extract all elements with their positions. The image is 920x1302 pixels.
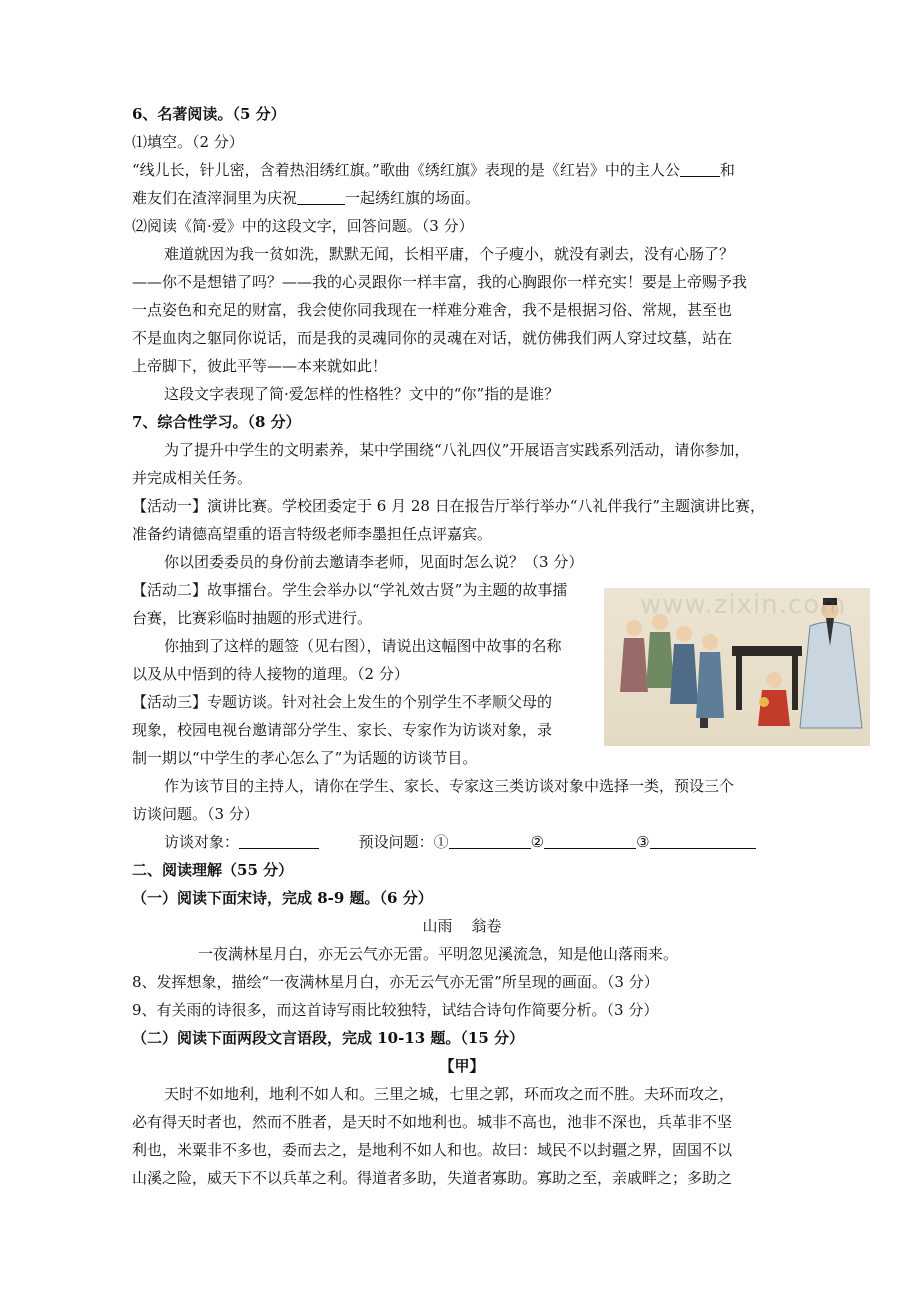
part2-heading: 二、阅读理解（55 分） (132, 861, 294, 879)
preset-num-2: ② (530, 833, 545, 851)
quote-line: 不是血肉之躯同你说话，而是我的灵魂同你的灵魂在对话，就仿佛我们两人穿过坟墓，站在 (132, 329, 733, 347)
preset-num-3: ③ (636, 833, 650, 851)
q6-part1-line1 (132, 156, 792, 184)
interview-target-blank[interactable] (239, 830, 319, 849)
preset-questions-label: 预设问题： (358, 833, 434, 851)
activity1-line: 准备约请德高望重的语言特级老师李墨担任点评嘉宾。 (132, 525, 493, 543)
interview-target-label: 访谈对象： (164, 833, 240, 851)
activity2-line: 【活动二】故事擂台。学生会举办以“学礼效古贤”为主题的故事擂 (132, 581, 568, 599)
q7-intro-line: 并完成相关任务。 (132, 469, 253, 487)
preset-question-1-blank[interactable] (449, 830, 531, 849)
boy-robe (646, 632, 674, 688)
boy-robe (620, 638, 648, 692)
boy-head (626, 620, 642, 636)
passage-jia-label: 【甲】 (439, 1057, 485, 1075)
answer-blank-protagonist[interactable] (680, 158, 720, 177)
activity3-line: 制一期以“中学生的孝心怎么了”为话题的访谈节目。 (132, 749, 478, 767)
boy-head (676, 626, 692, 642)
classical-line: 天时不如地利，地利不如人和。三里之城，七里之郭，环而攻之而不胜。夫环而攻之， (164, 1085, 735, 1103)
quote-line: 难道就因为我一贫如洗，默默无闻，长相平庸，个子瘦小，就没有剥去，没有心肠了？ (164, 245, 735, 263)
child-red-robe (758, 690, 790, 726)
activity1-line: 【活动一】演讲比赛。学校团委定于 6 月 28 日在报告厅举行举办“八礼伴我行”主题演讲比赛， (132, 497, 766, 515)
interview-answer-row (132, 828, 792, 856)
boy-head (702, 634, 718, 650)
pear-fruit (759, 697, 769, 707)
boy-shoe (700, 718, 708, 728)
activity2-line: 台赛，比赛彩临时抽题的形式进行。 (132, 609, 373, 627)
poem-text: 一夜满林星月白，亦无云气亦无雷。平明忽见溪流急，知是他山落雨来。 (198, 945, 679, 963)
q6-part1-text-b: 和 (719, 161, 735, 179)
boy-robe (696, 652, 724, 718)
table-top (732, 646, 802, 656)
watermark-text: www.zixin.com (640, 590, 847, 620)
poem-title: 山雨 翁卷 (422, 917, 502, 935)
question-8: 8、发挥想象，描绘“一夜满林星月白，亦无云气亦无雷”所呈现的画面。（3 分） (132, 973, 659, 991)
q6-question: 这段文字表现了简·爱怎样的性格牲？文中的“你”指的是谁？ (164, 385, 560, 403)
q6-part1-text-a: “线儿长，针儿密，含着热泪绣红旗。”歌曲《绣红旗》表现的是《红岩》中的主人公 (132, 161, 680, 179)
classical-line: 利也，米粟非不多也，委而去之，是地利不如人和也。故曰：域民不以封疆之界，固国不以 (132, 1141, 733, 1159)
q6-part1-text-c: 难友们在渣滓洞里为庆祝 (132, 189, 298, 207)
q6-part1-label: ⑴填空。（2 分） (132, 133, 244, 151)
boy-robe (670, 644, 698, 704)
q6-part1-line2 (132, 184, 792, 212)
activity2-question-line: 你抽到了这样的题签（见右图），请说出这幅图中故事的名称 (164, 637, 562, 655)
preset-question-3-blank[interactable] (650, 830, 756, 849)
q6-heading: 6、名著阅读。（5 分） (132, 105, 286, 123)
preset-question-2-blank[interactable] (544, 830, 636, 849)
classical-line: 必有得天时者也，然而不胜者，是天时不如地利也。城非不高也，池非不深也，兵革非不坚 (132, 1113, 733, 1131)
answer-blank-event[interactable] (297, 186, 345, 205)
section1-heading: （一）阅读下面宋诗，完成 8-9 题。（6 分） (132, 889, 433, 907)
activity1-question: 你以团委委员的身份前去邀请李老师，见面时怎么说？（3 分） (164, 553, 584, 571)
quote-line: ——你不是想错了吗？——我的心灵跟你一样丰富，我的心胸跟你一样充实！要是上帝赐予我 (132, 273, 748, 291)
quote-line: 上帝脚下，彼此平等——本来就如此！ (132, 357, 388, 375)
section2-heading: （二）阅读下面两段文言语段，完成 10-13 题。（15 分） (132, 1029, 525, 1047)
q6-part2-label: ⑵阅读《简·爱》中的这段文字，回答问题。（3 分） (132, 217, 474, 235)
activity2-question-line: 以及从中悟到的待人接物的道理。（2 分） (132, 665, 409, 683)
question-9: 9、有关雨的诗很多，而这首诗写雨比较独特，试结合诗句作简要分析。（3 分） (132, 1001, 659, 1019)
activity3-question-line: 访谈问题。（3 分） (132, 805, 259, 823)
q6-part1-text-d: 一起绣红旗的场面。 (345, 189, 481, 207)
q7-intro-line: 为了提升中学生的文明素养，某中学围绕“八礼四仪”开展语言实践系列活动，请你参加， (164, 441, 750, 459)
activity3-line: 【活动三】专题访谈。针对社会上发生的个别学生不孝顺父母的 (132, 693, 553, 711)
quote-line: 一点姿色和充足的财富，我会使你同我现在一样难分难舍，我不是根据习俗、常规，甚至也 (132, 301, 733, 319)
activity3-question-line: 作为该节目的主持人，请你在学生、家长、专家这三类访谈对象中选择一类，预设三个 (164, 777, 735, 795)
child-head (766, 672, 782, 688)
preset-num-1: ① (433, 833, 449, 851)
q7-heading: 7、综合性学习。（8 分） (132, 413, 301, 431)
classical-line: 山溪之险，威天下不以兵革之利。得道者多助，失道者寡助。寡助之至，亲戚畔之；多助之 (132, 1169, 733, 1187)
table-leg (792, 654, 798, 710)
activity3-line: 现象，校园电视台邀请部分学生、家长、专家作为访谈对象，录 (132, 721, 553, 739)
table-leg (736, 654, 742, 710)
